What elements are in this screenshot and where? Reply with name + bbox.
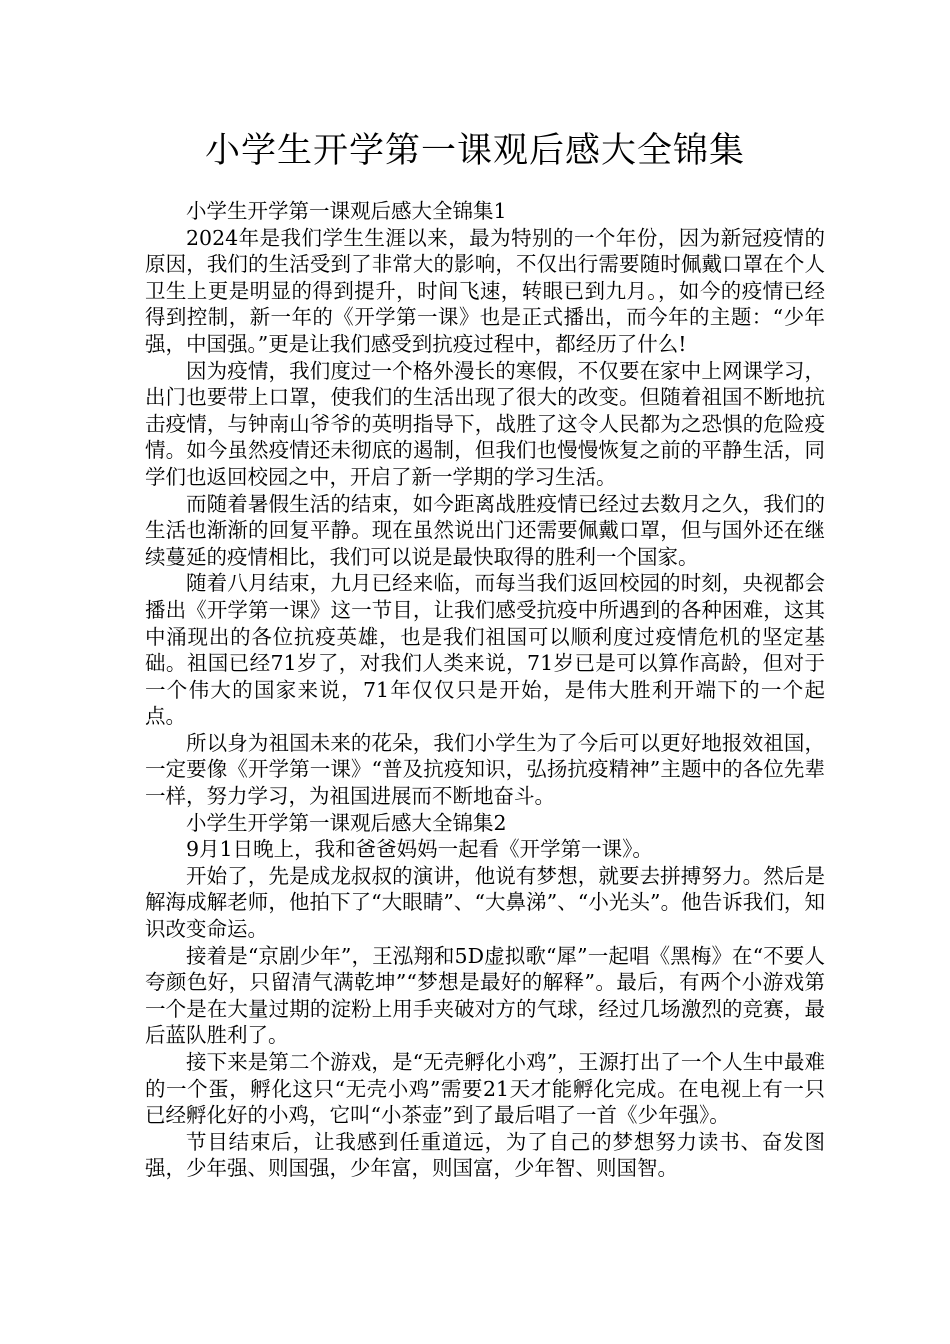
paragraph: 2024年是我们学生生涯以来，最为特别的一个年份，因为新冠疫情的原因，我们的生活受到了非常大的影响，不仅出行需要随时佩戴口罩在个人卫生上更是明显的得到提升，时间飞速，转眼已到九月。，如今的疫情已经得到控制，新一年的《开学第一课》也是正式播出，而今年的主题：“少年强，中国强。”更是让我们感受到抗疫过程中，都经历了什么! [145,225,825,356]
paragraph: 而随着暑假生活的结束，如今距离战胜疫情已经过去数月之久，我们的生活也渐渐的回复平静。现在虽然说出门还需要佩戴口罩，但与国外还在继续蔓延的疫情相比，我们可以说是最快取得的胜利一个国家。 [145,491,825,569]
paragraph: 接着是“京剧少年”，王泓翔和5D虚拟歌“犀”一起唱《黑梅》在“不要人夸颜色好，只留清气满乾坤”“梦想是最好的解释”。最后，有两个小游戏第一个是在大量过期的淀粉上用手夹破对方的气球，经过几场激烈的竞赛，最后蓝队胜利了。 [145,943,825,1048]
section-heading-1: 小学生开学第一课观后感大全锦集1 [186,199,507,223]
paragraph: 接下来是第二个游戏，是“无壳孵化小鸡”，王源打出了一个人生中最难的一个蛋，孵化这只“无壳小鸡”需要21天才能孵化完成。在电视上有一只已经孵化好的小鸡，它叫“小茶壶”到了最后唱了一首《少年强》。 [145,1050,825,1128]
paragraph: 9月1日晚上，我和爸爸妈妈一起看《开学第一课》。 [186,837,653,862]
paragraph: 因为疫情，我们度过一个格外漫长的寒假，不仅要在家中上网课学习，出门也要带上口罩，使我们的生活出现了很大的改变。但随着祖国不断地抗击疫情，与钟南山爷爷的英明指导下，战胜了这令人民都为之恐惧的危险疫情。如今虽然疫情还未彻底的遏制，但我们也慢慢恢复之前的平静生活，同学们也返回校园之中，开启了新一学期的学习生活。 [145,358,825,489]
document-title: 小学生开学第一课观后感大全锦集 [204,131,745,171]
document-body [145,198,825,1182]
section-heading-2: 小学生开学第一课观后感大全锦集2 [186,810,507,835]
paragraph: 所以身为祖国未来的花朵，我们小学生为了今后可以更好地报效祖国，一定要像《开学第一课》“普及抗疫知识，弘扬抗疫精神”主题中的各位先辈一样，努力学习，为祖国进展而不断地奋斗。 [145,730,825,809]
paragraph: 节目结束后，让我感到任重道远，为了自己的梦想努力读书、奋发图强，少年强、则国强，少年富，则国富，少年智、则国智。 [145,1129,825,1181]
paragraph: 开始了，先是成龙叔叔的演讲，他说有梦想，就要去拼搏努力。然后是解海成解老师，他拍下了“大眼睛”、“大鼻涕”、“小光头”。他告诉我们，知识改变命运。 [145,863,825,942]
paragraph: 随着八月结束，九月已经来临，而每当我们返回校园的时刻，央视都会播出《开学第一课》这一节目，让我们感受抗疫中所遇到的各种困难，这其中涌现出的各位抗疫英雄，也是我们祖国可以顺利度过疫情危机的坚定基础。祖国已经71岁了，对我们人类来说，71岁已是可以算作高龄，但对于一个伟大的国家来说，71年仅仅只是开始，是伟大胜利开端下的一个起点。 [145,571,825,729]
